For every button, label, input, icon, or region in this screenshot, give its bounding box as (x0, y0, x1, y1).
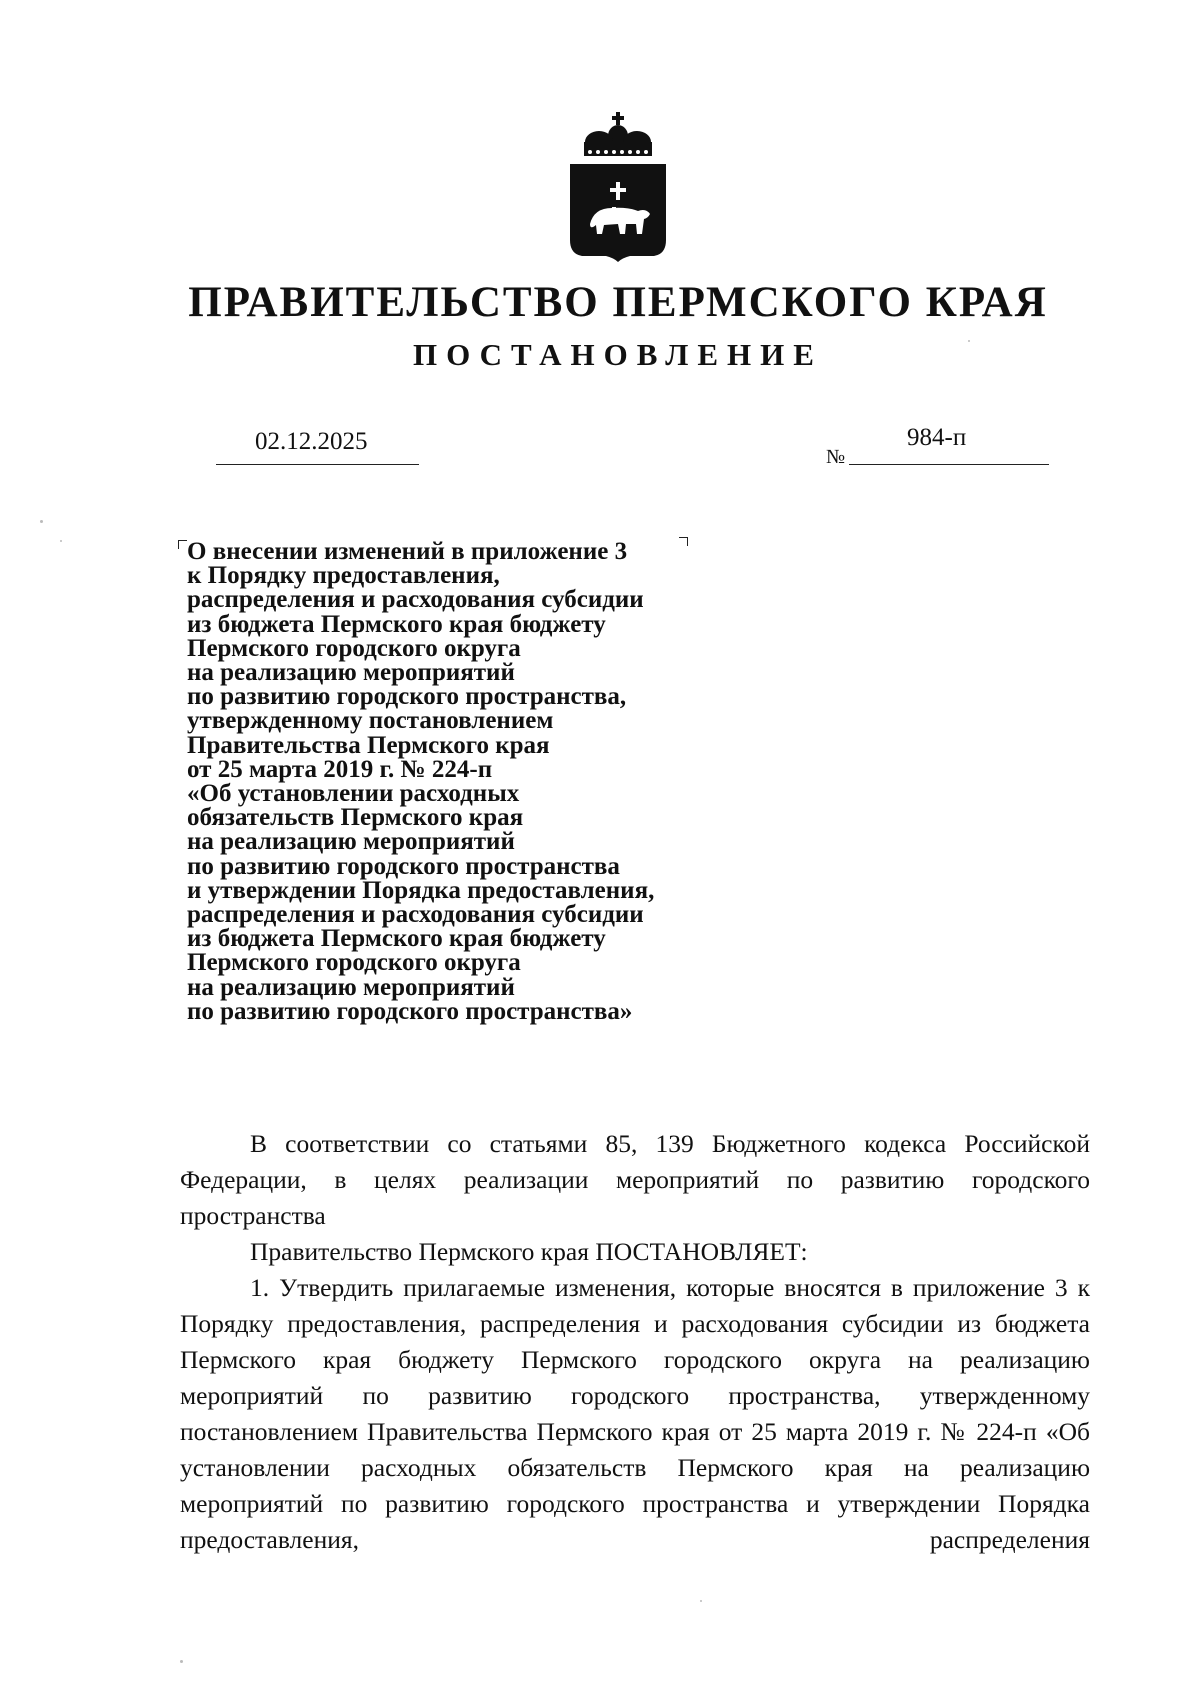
subject-line: из бюджета Пермского края бюджету (187, 925, 606, 953)
subject-line: Правительства Пермского края (187, 731, 550, 759)
number-underline (849, 464, 1049, 465)
date-underline (216, 464, 419, 465)
preamble-paragraph: В соответствии со статьями 85, 139 Бюджетного кодекса Российской Федерации, в целях реализации мероприятий по развитию городского пространства (180, 1129, 1090, 1230)
subject-line: по развитию городского пространства (187, 852, 620, 880)
subject-line: утвержденному постановлением (187, 707, 554, 735)
subject-line: Пермского городского округа (187, 949, 521, 977)
subject-line: к Порядку предоставления, (187, 562, 500, 590)
scan-speck (60, 540, 62, 542)
subject-line: от 25 марта 2019 г. № 224-п (187, 755, 493, 783)
scan-speck (40, 520, 43, 523)
perm-krai-coat-of-arms (568, 112, 668, 262)
item-1-paragraph: 1. Утвердить прилагаемые изменения, которые вносятся в приложение 3 к Порядку предоставления, распределения и расходования субсидии из бюджета Пермского края бюджету Пермского городского округа на реализацию мероприятий по развитию городского пространства, утвержденному постановлением Правительства Пермского края от 25 марта 2019 г. № 224-п «Об установлении расходных обязательств Пермского края на реализацию мероприятий по развитию городского пространства и утверждении Порядка предоставления, распределения (180, 1273, 1090, 1554)
scan-speck (968, 340, 970, 342)
number-label: № (826, 446, 846, 468)
subject-line: «Об установлении расходных (187, 780, 520, 808)
subject-bracket-left (178, 540, 187, 549)
subject-line: по развитию городского пространства, (187, 683, 627, 711)
decree-body (180, 1126, 1090, 1558)
decree-date: 02.12.2025 (255, 428, 368, 455)
subject-line: из бюджета Пермского края бюджету (187, 610, 606, 638)
subject-line: на реализацию мероприятий (187, 659, 515, 687)
decree-number: 984-п (907, 424, 967, 451)
subject-line: О внесении изменений в приложение 3 (187, 538, 628, 565)
subject-line: Пермского городского округа (187, 634, 521, 662)
subject-line: на реализацию мероприятий (187, 973, 515, 1001)
scan-speck (700, 1600, 702, 1602)
subject-line: распределения и расходования субсидии (187, 586, 644, 614)
scan-speck (180, 1660, 183, 1663)
resolves-paragraph: Правительство Пермского края ПОСТАНОВЛЯЕТ: (250, 1237, 808, 1266)
subject-line: по развитию городского пространства» (187, 997, 633, 1025)
subject-line: и утверждении Порядка предоставления, (187, 876, 655, 904)
subject-line: на реализацию мероприятий (187, 828, 515, 856)
decree-subject (187, 540, 707, 1024)
subject-line: обязательств Пермского края (187, 804, 524, 832)
document-type-title: ПОСТАНОВЛЕНИЕ (413, 337, 823, 372)
government-name: ПРАВИТЕЛЬСТВО ПЕРМСКОГО КРАЯ (188, 279, 1048, 326)
subject-line: распределения и расходования субсидии (187, 901, 644, 929)
